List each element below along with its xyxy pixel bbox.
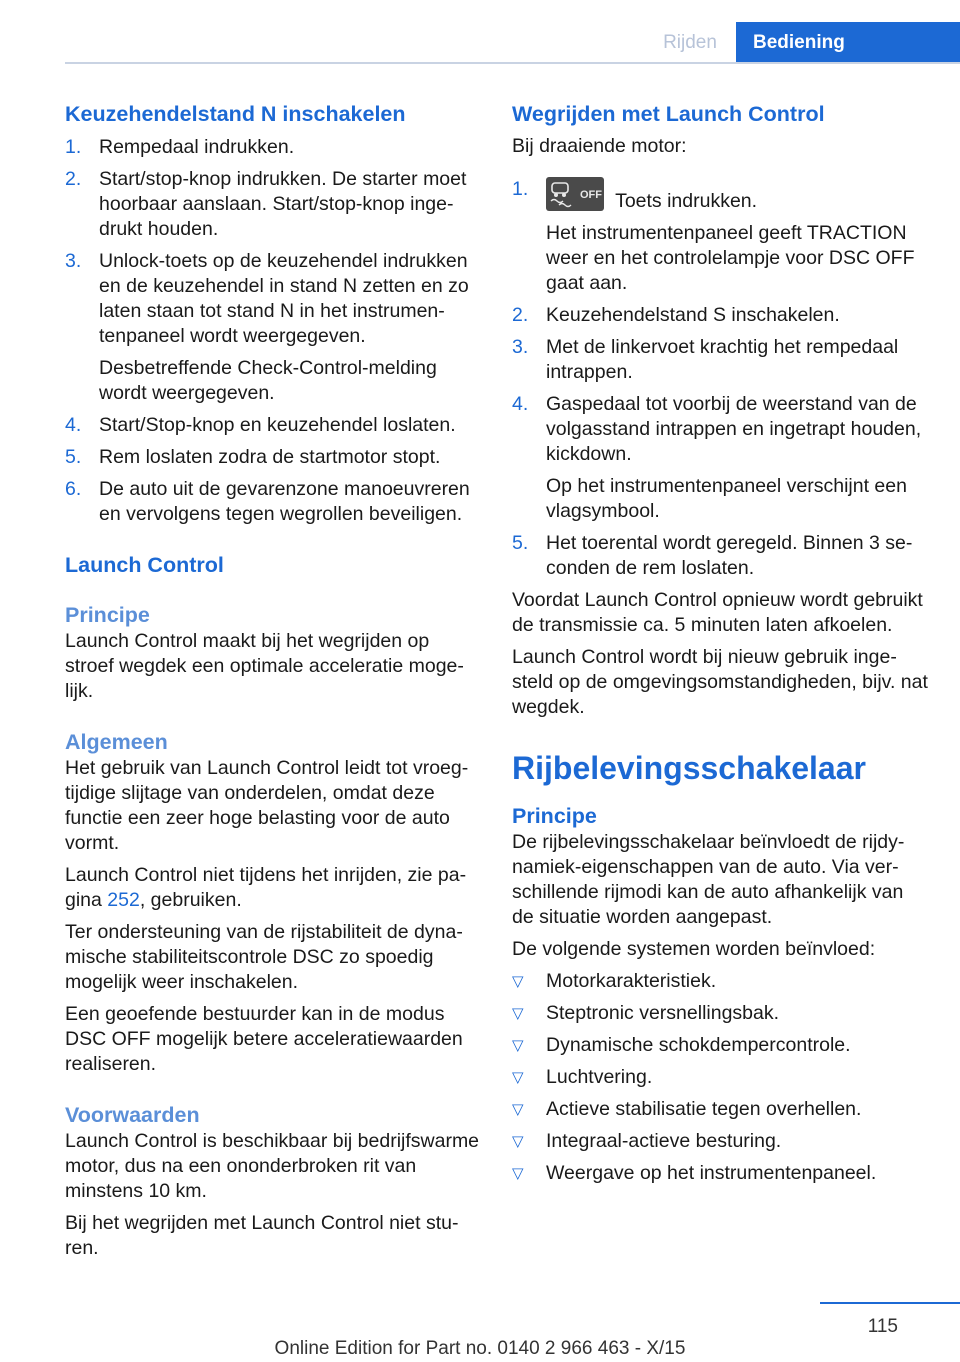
left-column <box>65 100 483 1261</box>
step-body <box>99 249 483 406</box>
step-text: Start/Stop-knop en keuzehendel loslaten. <box>99 414 456 436</box>
paragraph-algemeen-2 <box>65 863 483 913</box>
paragraph-algemeen-3: Ter ondersteuning van de rijstabiliteit de dynamische stabiliteitscontrole DSC zo spoedig mogelijk weer inschakelen. <box>65 921 463 993</box>
right-column <box>512 100 930 1186</box>
step-item <box>512 335 930 385</box>
list-item <box>512 1033 930 1058</box>
list-item <box>512 1161 930 1186</box>
footer-rule <box>820 1302 960 1304</box>
heading-launch-control: Launch Control <box>65 553 224 577</box>
step-text: Start/stop-knop indrukken. De starter moet hoorbaar aanslaan. Start/stop-knop ingedrukt houden. <box>99 168 467 240</box>
systems-bullet-list <box>512 969 930 1186</box>
wegrijden-step-1 <box>512 177 930 296</box>
step-text: Gaspedaal tot voorbij de weerstand van de volgasstand intrappen en ingetrapt houden, kickdown. <box>546 393 922 465</box>
wegrijden-steps-list <box>512 303 930 581</box>
step-1-extra: Het instrumentenpaneel geeft TRACTION weer en het controlelampje voor DSC OFF gaat aan. <box>546 222 915 294</box>
step-1-text: Toets indrukken. <box>615 190 758 212</box>
step-text: Het toerental wordt geregeld. Binnen 3 seconden de rem loslaten. <box>546 532 913 579</box>
step-number: 1. <box>65 136 82 158</box>
heading-algemeen: Algemeen <box>65 730 168 754</box>
step-text: De auto uit de gevarenzone manoeuvreren en vervolgens tegen wegrollen beveiligen. <box>99 478 470 525</box>
step-text: Rem loslaten zodra de startmotor stopt. <box>99 446 441 468</box>
heading-principe-2: Principe <box>512 804 597 828</box>
list-item-text: Integraal-actieve besturing. <box>546 1130 782 1152</box>
heading-neutral: Keuzehendelstand N inschakelen <box>65 102 406 126</box>
triangle-bullet-icon: ▽ <box>512 1069 524 1086</box>
step-1-line <box>546 177 930 214</box>
paragraph-rijbeleving-1: De rijbelevingsschakelaar beïnvloedt de rijdynamiek-eigenschappen van de auto. Via verschillende rijmodi kan de auto afhankelijk van de situatie worden aangepast. <box>512 831 905 928</box>
list-item <box>512 969 930 994</box>
step-text: Unlock-toets op de keuzehendel indrukken en de keuzehendel in stand N zetten en zo laten staan tot stand N in het instrumentenpaneel wordt weergegeven. <box>99 250 469 347</box>
step-number: 2. <box>512 304 529 326</box>
list-item-text: Steptronic versnellingsbak. <box>546 1002 780 1024</box>
icon-off-label: OFF <box>580 189 602 201</box>
step-number: 3. <box>512 336 529 358</box>
list-item <box>512 1065 930 1090</box>
list-item-text: Motorkarakteristiek. <box>546 970 717 992</box>
header-rule <box>65 62 960 64</box>
paragraph-intro: Bij draaiende motor: <box>512 135 687 157</box>
paragraph-principe: Launch Control maakt bij het wegrijden op stroef wegdek een optimale acceleratie mogelijk. <box>65 630 464 702</box>
step-item <box>512 392 930 524</box>
step-item <box>65 249 483 406</box>
list-item <box>512 1097 930 1122</box>
step-item <box>512 531 930 581</box>
step-number: 5. <box>65 446 82 468</box>
page-link-252[interactable]: 252 <box>107 889 140 911</box>
step-extra: Op het instrumentenpaneel verschijnt een vlagsymbool. <box>546 475 907 522</box>
paragraph-algemeen-2-post: , gebruiken. <box>139 889 242 911</box>
paragraph-after-1: Voordat Launch Control opnieuw wordt gebruikt de transmissie ca. 5 minuten laten afkoelen. <box>512 589 923 636</box>
step-item <box>65 135 483 160</box>
page-number: 115 <box>867 1316 898 1337</box>
step-text: Met de linkervoet krachtig het rempedaal intrappen. <box>546 336 899 383</box>
step-item <box>65 413 483 438</box>
paragraph-after-2: Launch Control wordt bij nieuw gebruik ingesteld op de omgevingsomstandigheden, bijv. nat wegdek. <box>512 646 928 718</box>
step-number: 6. <box>65 478 82 500</box>
triangle-bullet-icon: ▽ <box>512 973 524 990</box>
step-body <box>99 445 483 470</box>
heading-principe: Principe <box>65 603 150 627</box>
footer-edition: Online Edition for Part no. 0140 2 966 463 - X/15 <box>274 1338 686 1359</box>
step-text: Keuzehendelstand S inschakelen. <box>546 304 840 326</box>
step-number: 1. <box>512 178 529 200</box>
step-item <box>65 445 483 470</box>
traction-control-off-button-icon <box>546 177 604 211</box>
triangle-bullet-icon: ▽ <box>512 1037 524 1054</box>
triangle-bullet-icon: ▽ <box>512 1165 524 1182</box>
list-item <box>512 1129 930 1154</box>
triangle-bullet-icon: ▽ <box>512 1133 524 1150</box>
heading-wegrijden: Wegrijden met Launch Control <box>512 102 825 126</box>
list-item-text: Actieve stabilisatie tegen overhellen. <box>546 1098 862 1120</box>
triangle-bullet-icon: ▽ <box>512 1101 524 1118</box>
step-item <box>65 167 483 242</box>
neutral-steps-list <box>65 135 483 527</box>
step-number: 3. <box>65 250 82 272</box>
list-item-text: Dynamische schokdempercontrole. <box>546 1034 851 1056</box>
header-tab-bediening[interactable]: Bediening <box>736 22 960 62</box>
heading-voorwaarden: Voorwaarden <box>65 1103 200 1127</box>
step-item <box>512 303 930 328</box>
heading-rijbelevingsschakelaar: Rijbelevingsschakelaar <box>512 750 866 786</box>
list-item-text: Weergave op het instrumentenpaneel. <box>546 1162 877 1184</box>
paragraph-voorwaarden-1: Launch Control is beschikbaar bij bedrijfswarme motor, dus na een ononderbroken rit van minstens 10 km. <box>65 1130 480 1202</box>
paragraph-algemeen-2-pre: Launch Control niet tijdens het inrijden, zie pagina <box>65 864 467 911</box>
step-number: 2. <box>65 168 82 190</box>
step-body <box>99 413 483 438</box>
step-body <box>546 392 930 524</box>
list-item-text: Luchtvering. <box>546 1066 653 1088</box>
step-body <box>546 335 930 385</box>
step-body <box>546 303 930 328</box>
step-body <box>546 177 930 296</box>
step-number: 5. <box>512 532 529 554</box>
step-text: Rempedaal indrukken. <box>99 136 295 158</box>
header-tab-rijden[interactable]: Rijden <box>663 32 717 53</box>
list-item <box>512 1001 930 1026</box>
step-number: 4. <box>512 393 529 415</box>
step-body <box>99 167 483 242</box>
step-extra: Desbetreffende Check-Control-melding wordt weergegeven. <box>99 357 437 404</box>
triangle-bullet-icon: ▽ <box>512 1005 524 1022</box>
step-item <box>65 477 483 527</box>
step-body <box>99 477 483 527</box>
step-body <box>546 531 930 581</box>
paragraph-voorwaarden-2: Bij het wegrijden met Launch Control niet sturen. <box>65 1212 459 1259</box>
paragraph-algemeen-4: Een geoefende bestuurder kan in de modus DSC OFF mogelijk betere acceleratiewaarden realiseren. <box>65 1003 463 1075</box>
paragraph-algemeen-1: Het gebruik van Launch Control leidt tot vroegtijdige slijtage van onderdelen, omdat deze functie een zeer hoge belasting voor de auto vormt. <box>65 757 469 854</box>
paragraph-rijbeleving-2: De volgende systemen worden beïnvloed: <box>512 938 876 960</box>
step-number: 4. <box>65 414 82 436</box>
step-body <box>99 135 483 160</box>
